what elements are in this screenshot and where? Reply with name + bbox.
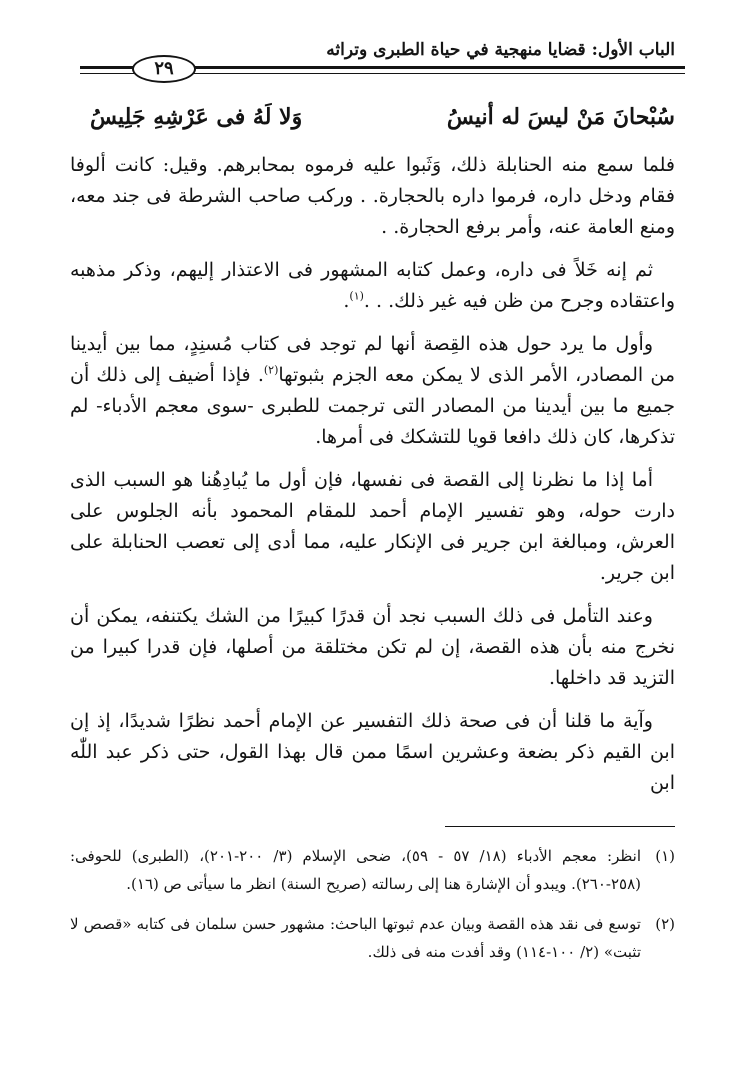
verse-second-hemistich: وَلا لَهُ فى عَرْشِهِ جَلِيسُ <box>90 104 303 130</box>
paragraph-text: وعند التأمل فى ذلك السبب نجد أن قدرًا كبيرًا من الشك يكتنفه، يمكن أن نخرج منه بأن هذه القصة، إن لم تكن مختلقة من أصلها، فإن قدرا كبيرا من التزيد قد داخلها. <box>70 605 675 689</box>
footnote-text: انظر: معجم الأدباء (١٨/ ٥٧ - ٥٩)، ضحى الإسلام (٣/ ٢٠٠-٢٠١)، (الطبرى) للحوفى: (٢٥٨-٢٦٠). ويبدو أن الإشارة هنا إلى رسالته (صريح السنة) انظر ما سيأتى ص (١٦). <box>70 847 642 893</box>
footnote-number: (١) <box>655 847 675 865</box>
footnote-1 <box>70 842 675 898</box>
paragraph-3 <box>70 329 675 453</box>
footnote-number: (٢) <box>655 915 675 933</box>
footnotes <box>70 842 675 978</box>
paragraph-2 <box>70 255 675 317</box>
paragraph-6 <box>70 706 675 799</box>
paragraph-text: وآية ما قلنا أن فى صحة ذلك التفسير عن الإمام أحمد نظرًا شديدًا، إذ إن ابن القيم ذكر بضعة وعشرين اسمًا ممن قال بهذا القول، حتى ذكر عبد اللّٰه ابن <box>70 710 675 794</box>
footnote-rule <box>445 826 675 827</box>
paragraph-text: فلما سمع منه الحنابلة ذلك، وَثَبوا عليه فرموه بمحابرهم. وقيل: كانت ألوفا فقام ودخل داره، فرموا داره بالحجارة. . وركب صاحب الشرطة فى جند معه، ومنع العامة عنه، وأمر برفع الحجارة. . <box>70 154 675 238</box>
footnote-ref-1[interactable]: (١) <box>349 289 364 303</box>
paragraph-text: وأول ما يرد حول هذه القِصة أنها لم توجد فى كتاب مُسنِدٍ، مما بين أيدينا من المصادر، الأمر الذى لا يمكن معه الجزم بثبوتها <box>70 333 675 386</box>
paragraph-tail: . <box>343 290 350 312</box>
running-title: الباب الأول: قضايا منهجية في حياة الطبرى وتراثه <box>326 40 675 60</box>
footnote-2 <box>70 910 675 966</box>
paragraph-text: أما إذا ما نظرنا إلى القصة فى نفسها، فإن أول ما يُبادِهُنا هو السبب الذى دارت حوله، وهو تفسير الإمام أحمد للمقام المحمود بأنه الجلوس على العرش، ومبالغة ابن جرير فى الإنكار عليه، مما أدى إلى تعصب الحنابلة على ابن جرير. <box>70 469 675 584</box>
main-text <box>70 150 675 811</box>
footnote-text: توسع فى نقد هذه القصة وبيان عدم ثبوتها الباحث: مشهور حسن سلمان فى كتابه «قصص لا تثبت» (٢/ ١٠٠-١١٤) وقد أفدت منه فى ذلك. <box>70 915 641 961</box>
paragraph-1 <box>70 150 675 243</box>
paragraph-tail: . فإذا أضيف إلى ذلك أن جميع ما بين أيدينا من المصادر التى ترجمت للطبرى -سوى معجم الأدباء- لم تذكرها، كان ذلك دافعا قويا للتشكك فى أمرها. <box>70 364 675 448</box>
verse-first-hemistich: سُبْحانَ مَنْ ليسَ له أنيسُ <box>446 104 675 130</box>
footnote-ref-2[interactable]: (٢) <box>263 363 279 377</box>
paragraph-4 <box>70 465 675 589</box>
paragraph-text: ثم إنه خَلاً فى داره، وعمل كتابه المشهور فى الاعتذار إليهم، وذكر مذهبه واعتقاده وجرح من ظن فيه غير ذلك. . . <box>70 259 675 312</box>
page-number: ٢٩ <box>132 55 196 83</box>
paragraph-5 <box>70 601 675 694</box>
